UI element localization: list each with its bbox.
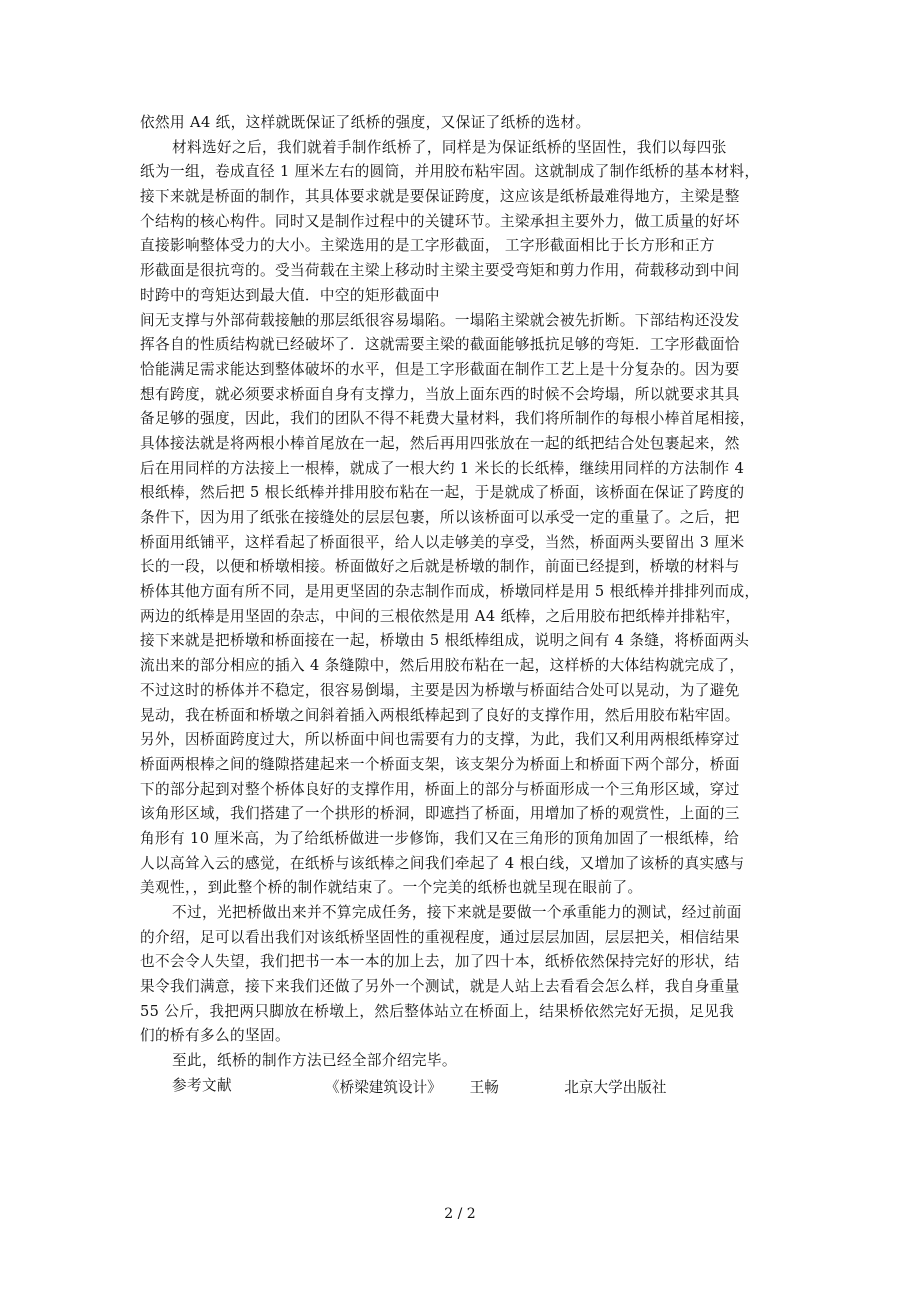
text-line: 备足够的强度，因此，我们的团队不得不耗费大量材料，我们将所制作的每根小棒首尾相接， — [140, 410, 755, 428]
reference-entry — [325, 1076, 666, 1097]
text-line: 晃动，我在桥面和桥墩之间斜着插入两根纸棒起到了良好的支撑作用，然后用胶布粘牢固。 — [140, 706, 740, 724]
text-line: 时跨中的弯矩达到最大值．中空的矩形截面中 — [140, 286, 440, 304]
text-line: 恰能满足需求能达到整体破坏的水平，但是工字形截面在制作工艺上是十分复杂的。因为要 — [140, 360, 740, 378]
page-number: 2 / 2 — [444, 1206, 476, 1222]
text-line: 桥体其他方面有所不同，是用更坚固的杂志制作而成，桥墩同样是用 5 根纸棒并排排列而成， — [140, 583, 760, 601]
text-line: 材料选好之后，我们就着手制作纸桥了，同样是为保证纸桥的坚固性，我们以每四张 — [172, 138, 727, 156]
text-line: 不过，光把桥做出来并不算完成任务，接下来就是要做一个承重能力的测试，经过前面 — [172, 904, 742, 921]
text-line: 下的部分起到对整个桥体良好的支撑作用，桥面上的部分与桥面形成一个三角形区域，穿过 — [140, 780, 740, 798]
body-text — [140, 111, 780, 1099]
text-line: 后在用同样的方法接上一根棒，就成了一根大约 1 米长的长纸棒，继续用同样的方法制作 4 — [140, 459, 745, 477]
text-line: 们的桥有多么的坚固。 — [140, 1027, 290, 1045]
text-line: 的介绍，足可以看出我们对该纸桥坚固性的重视程度，通过层层加固，层层把关，相信结果 — [140, 928, 740, 946]
reference-title: 《桥梁建筑设计》 — [325, 1079, 442, 1096]
text-line: 接下来就是桥面的制作，其具体要求就是要保证跨度，这应该是纸桥最难得地方，主梁是整 — [140, 188, 740, 206]
text-line: 流出来的部分相应的插入 4 条缝隙中，然后用胶布粘在一起，这样桥的大体结构就完成了， — [140, 657, 745, 675]
references-heading: 参考文献 — [172, 1076, 232, 1094]
reference-publisher: 北京大学出版社 — [564, 1079, 667, 1096]
text-line: 桥面用纸铺平，这样看起了桥面很平，给人以走够美的享受，当然，桥面两头要留出 3 厘米 — [140, 533, 745, 551]
text-line: 形截面是很抗弯的。受当荷载在主梁上移动时主梁主要受弯矩和剪力作用，荷载移动到中间 — [140, 262, 740, 280]
text-line: 具体接法就是将两根小棒首尾放在一起，然后再用四张放在一起的纸把结合处包裹起来，然 — [140, 434, 740, 452]
text-line: 至此，纸桥的制作方法已经全部介绍完毕。 — [172, 1052, 457, 1070]
text-line: 也不会令人失望，我们把书一本一本的加上去，加了四十本，纸桥依然保持完好的形状，结 — [140, 953, 740, 971]
text-line: 依然用 A4 纸，这样就既保证了纸桥的强度，又保证了纸桥的选材。 — [140, 114, 591, 131]
text-line: 果令我们满意，接下来我们还做了另外一个测试，就是人站上去看看会怎么样，我自身重量 — [140, 978, 740, 996]
text-line: 挥各自的性质结构就已经破坏了．这就需要主梁的截面能够抵抗足够的弯矩．工字形截面恰 — [140, 336, 740, 354]
text-line: 间无支撑与外部荷载接触的那层纸很容易塌陷。一塌陷主梁就会被先折断。下部结构还没发 — [140, 311, 740, 329]
text-line: 接下来就是把桥墩和桥面接在一起，桥墩由 5 根纸棒组成，说明之间有 4 条缝，将桥面两头 — [140, 632, 750, 650]
text-line: 55 公斤，我把两只脚放在桥墩上，然后整体站立在桥面上，结果桥依然完好无损，足见我 — [140, 1002, 735, 1020]
text-line: 另外，因桥面跨度过大，所以桥面中间也需要有力的支撑，为此，我们又利用两根纸棒穿过 — [140, 731, 740, 749]
text-line: 不过这时的桥体并不稳定，很容易倒塌，主要是因为桥墩与桥面结合处可以晃动，为了避免 — [140, 681, 740, 699]
text-line: 长的一段，以便和桥墩相接。桥面做好之后就是桥墩的制作，前面已经提到，桥墩的材料与 — [140, 558, 740, 576]
text-line: 条件下，因为用了纸张在接缝处的层层包裹，所以该桥面可以承受一定的重量了。之后，把 — [140, 509, 740, 526]
text-line: 根纸棒，然后把 5 根长纸棒并排用胶布粘在一起，于是就成了桥面，该桥面在保证了跨度的 — [140, 484, 745, 502]
text-line: 桥面两根棒之间的缝隙搭建起来一个桥面支架，该支架分为桥面上和桥面下两个部分，桥面 — [140, 755, 740, 773]
text-line: 角形有 10 厘米高，为了给纸桥做进一步修饰，我们又在三角形的顶角加固了一根纸棒，给 — [140, 829, 740, 847]
text-line: 两边的纸棒是用坚固的杂志，中间的三根依然是用 A4 纸棒，之后用胶布把纸棒并排粘牢， — [140, 607, 741, 625]
text-line: 想有跨度，就必须要求桥面自身有支撑力，当放上面东西的时候不会垮塌，所以就要求其具 — [140, 385, 740, 403]
text-line: 该角形区域，我们搭建了一个拱形的桥洞，即遮挡了桥面，用增加了桥的观赏性，上面的三 — [140, 805, 740, 823]
text-line: 美观性，，到此整个桥的制作就结束了。一个完美的纸桥也就呈现在眼前了。 — [140, 879, 643, 897]
text-line: 人以高耸入云的感觉，在纸桥与该纸棒之间我们牵起了 4 根白线，又增加了该桥的真实感与 — [140, 854, 745, 872]
reference-author: 王畅 — [469, 1079, 499, 1096]
text-line: 纸为一组，卷成直径 1 厘米左右的圆筒，并用胶布粘牢固。这就制成了制作纸桥的基本材料， — [140, 163, 760, 181]
text-line: 直接影响整体受力的大小。主梁选用的是工字形截面， 工字形截面相比于长方形和正方 — [140, 237, 715, 255]
text-line: 个结构的核心构件。同时又是制作过程中的关键环节。主梁承担主要外力，做工质量的好坏 — [140, 212, 740, 230]
